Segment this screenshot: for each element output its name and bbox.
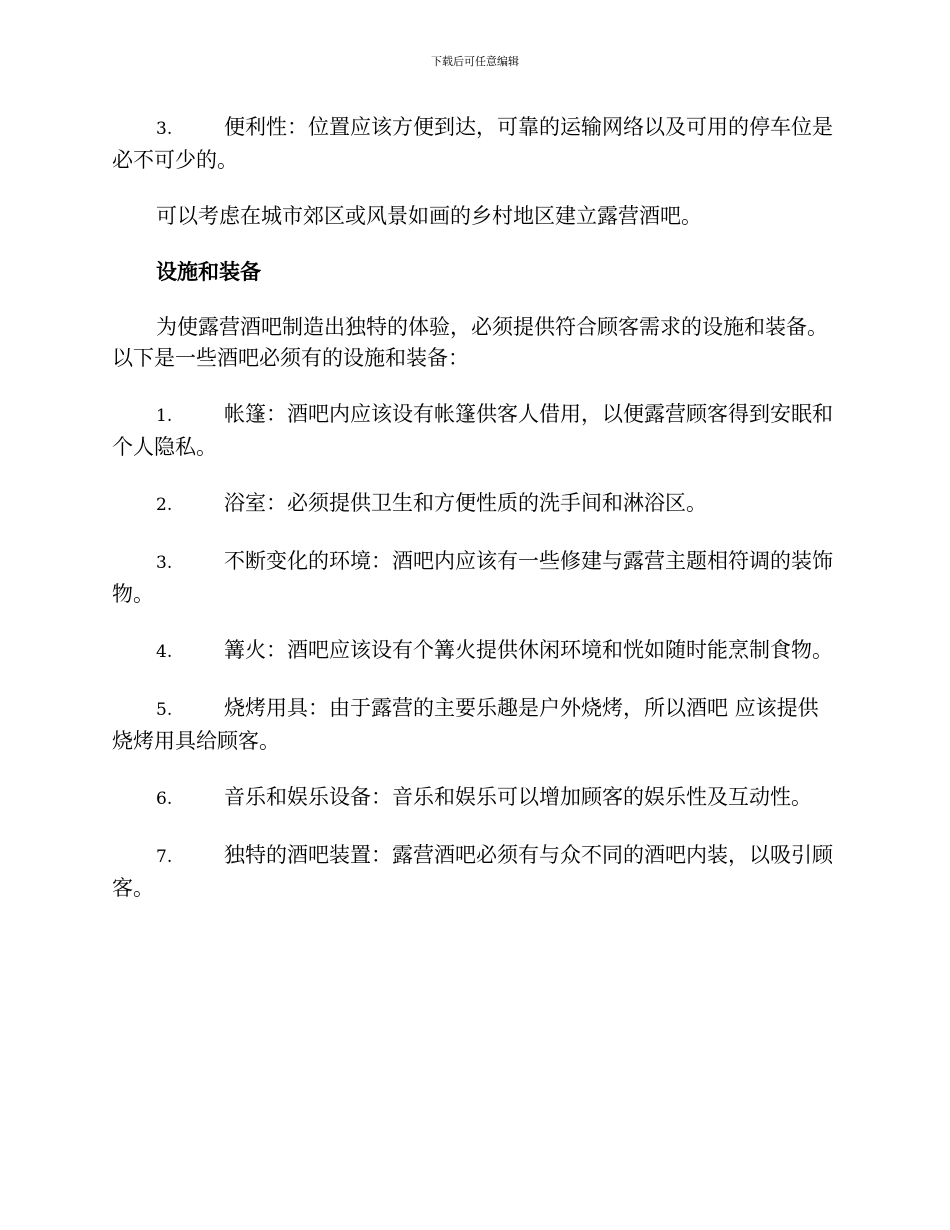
- paragraph-location-note: 可以考虑在城市郊区或风景如画的乡村地区建立露营酒吧。: [156, 204, 702, 228]
- list-item-text: 独特的酒吧装置：露营酒吧必须有与众不同的酒吧内装，以吸引顾客。: [112, 843, 833, 900]
- list-item-number: 5.: [156, 700, 173, 720]
- paragraph-facilities-intro: 为使露营酒吧制造出独特的体验，必须提供符合顾客需求的设施和装备。以下是一些酒吧必须有的设施和装备：: [112, 315, 828, 370]
- list-item-number: 2.: [156, 495, 173, 515]
- list-item: [112, 693, 838, 757]
- list-item: [112, 399, 838, 463]
- list-item-text: 帐篷：酒吧内应该设有帐篷供客人借用，以便露营顾客得到安眠和个人隐私。: [112, 402, 833, 459]
- list-item: [112, 635, 838, 668]
- section-heading: 设施和装备: [156, 260, 261, 284]
- list-item-number: 6.: [156, 789, 173, 809]
- list-item-number: 1.: [156, 406, 173, 426]
- list-item-text: 便利性：位置应该方便到达，可靠的运输网络以及可用的停车位是必不可少的。: [112, 115, 833, 172]
- list-item: [112, 546, 838, 610]
- list-item: [112, 112, 838, 176]
- list-item: [112, 840, 838, 904]
- list-item-number: 4.: [156, 642, 173, 662]
- list-item-text: 不断变化的环境：酒吧内应该有一些修建与露营主题相符调的装饰物。: [112, 549, 833, 606]
- document-body: [112, 112, 838, 929]
- list-item-text: 篝火：酒吧应该设有个篝火提供休闲环境和恍如随时能烹制食物。: [224, 638, 833, 662]
- page-header: 下载后可任意编辑: [431, 55, 519, 68]
- list-item: [112, 782, 838, 815]
- list-item-number: 3.: [156, 553, 173, 573]
- list-item: [112, 488, 838, 521]
- list-item-text: 音乐和娱乐设备：音乐和娱乐可以增加顾客的娱乐性及互动性。: [224, 785, 812, 809]
- list-item-number: 3.: [156, 119, 173, 139]
- list-item-text: 浴室：必须提供卫生和方便性质的洗手间和淋浴区。: [224, 491, 707, 515]
- list-item-number: 7.: [156, 847, 173, 867]
- list-item-text: 烧烤用具：由于露营的主要乐趣是户外烧烤，所以酒吧 应该提供烧烤用具给顾客。: [112, 696, 819, 753]
